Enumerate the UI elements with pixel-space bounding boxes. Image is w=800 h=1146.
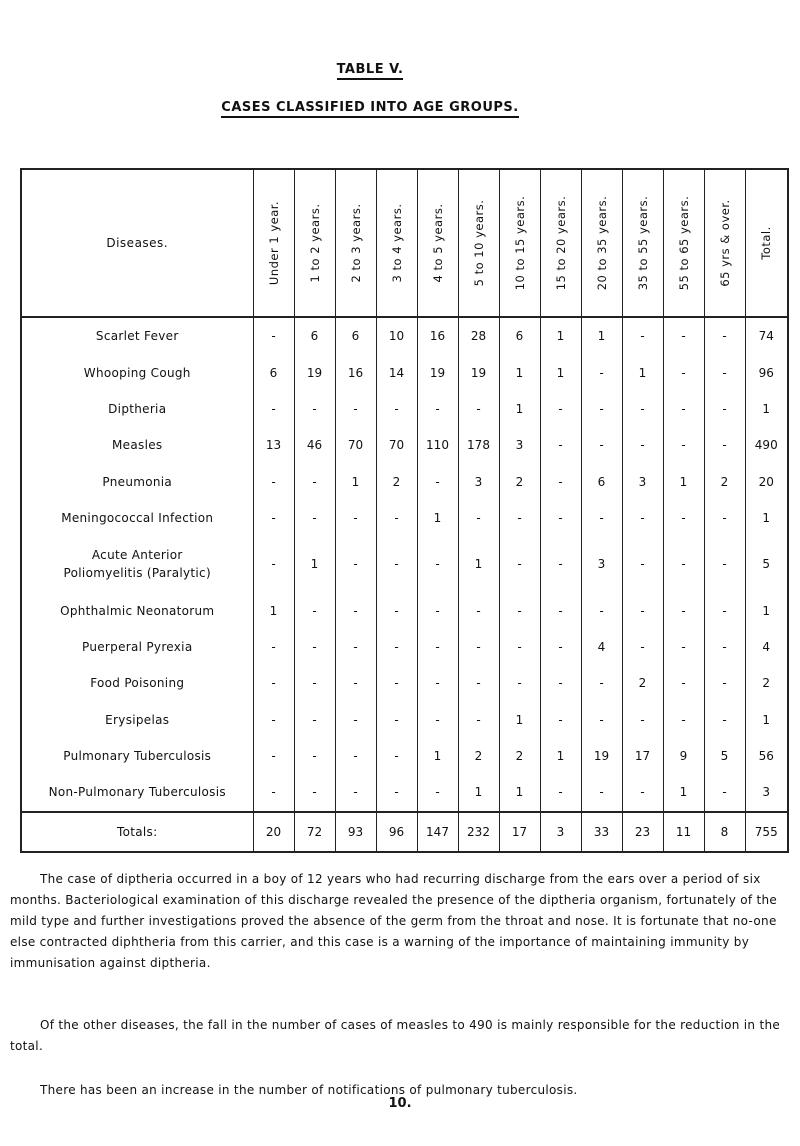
disease-name <box>21 464 253 500</box>
case-count-cell: - <box>253 665 294 701</box>
table-row <box>21 738 788 774</box>
case-count-cell: - <box>376 391 417 427</box>
table-row <box>21 629 788 665</box>
case-count-cell: - <box>335 665 376 701</box>
case-count-cell: - <box>540 427 581 463</box>
case-count-cell: - <box>417 774 458 811</box>
table-row <box>21 391 788 427</box>
disease-name-text: Whooping Cough <box>83 365 191 380</box>
age-header-label: 20 to 35 years. <box>594 195 609 291</box>
case-count-cell: 2 <box>622 665 663 701</box>
diseases-header: Diseases. <box>21 169 253 317</box>
total-cell: 232 <box>458 812 499 852</box>
page-number: 10. <box>388 1096 412 1111</box>
case-count-cell: 1 <box>663 464 704 500</box>
disease-name-text: Pneumonia <box>102 474 173 489</box>
case-count-cell: 178 <box>458 427 499 463</box>
case-count-cell: 2 <box>704 464 745 500</box>
total-cell: 8 <box>704 812 745 852</box>
age-header-label: 55 to 65 years. <box>676 195 691 291</box>
table-row <box>21 592 788 628</box>
case-count-cell: - <box>499 629 540 665</box>
age-header <box>294 169 335 317</box>
disease-name <box>21 774 253 811</box>
age-header-label: 5 to 10 years. <box>471 199 486 287</box>
disease-name-text: Food Poisoning <box>90 676 185 691</box>
case-count-cell: 28 <box>458 317 499 354</box>
case-count-cell: - <box>581 354 622 390</box>
disease-name <box>21 665 253 701</box>
case-count-cell: 1 <box>540 738 581 774</box>
case-count-cell: - <box>335 536 376 592</box>
case-count-cell: - <box>704 354 745 390</box>
age-header-label: 35 to 55 years. <box>635 195 650 291</box>
age-header-label: 2 to 3 years. <box>348 203 363 283</box>
case-count-cell: - <box>540 500 581 536</box>
paragraph-tuberculosis: There has been an increase in the number of notifications of pulmonary tuberculosis. <box>40 1083 578 1097</box>
total-cell: 96 <box>376 812 417 852</box>
case-count-cell: - <box>581 774 622 811</box>
table-subheading: CASES CLASSIFIED INTO AGE GROUPS. <box>0 100 740 115</box>
case-count-cell: - <box>253 464 294 500</box>
case-count-cell: - <box>376 738 417 774</box>
case-count-cell: 110 <box>417 427 458 463</box>
case-count-cell: - <box>335 702 376 738</box>
case-count-cell: - <box>253 500 294 536</box>
case-count-cell: 1 <box>458 774 499 811</box>
case-count-cell: 19 <box>294 354 335 390</box>
case-count-cell: - <box>335 738 376 774</box>
case-count-cell: - <box>458 391 499 427</box>
case-count-cell: 6 <box>499 317 540 354</box>
table-row <box>21 536 788 592</box>
case-count-cell: - <box>294 665 335 701</box>
table-row <box>21 354 788 390</box>
case-count-cell: 3 <box>581 536 622 592</box>
case-count-cell: - <box>294 464 335 500</box>
case-count-cell: - <box>704 536 745 592</box>
case-count-cell: - <box>253 536 294 592</box>
total-cell: 33 <box>581 812 622 852</box>
age-header <box>745 169 788 317</box>
case-count-cell: - <box>294 702 335 738</box>
case-count-cell: 4 <box>581 629 622 665</box>
case-count-cell: - <box>335 629 376 665</box>
total-cell: 3 <box>540 812 581 852</box>
case-count-cell: - <box>622 391 663 427</box>
case-count-cell: 6 <box>253 354 294 390</box>
case-count-cell: - <box>335 592 376 628</box>
case-count-cell: 1 <box>417 738 458 774</box>
total-cell: 72 <box>294 812 335 852</box>
case-count-cell: 1 <box>745 702 788 738</box>
disease-name-text: Ophthalmic Neonatorum <box>60 603 215 618</box>
case-count-cell: - <box>499 592 540 628</box>
case-count-cell: - <box>663 702 704 738</box>
case-count-cell: - <box>540 464 581 500</box>
case-count-cell: 1 <box>581 317 622 354</box>
disease-name-text: Acute Anterior <box>91 548 183 563</box>
case-count-cell: - <box>704 391 745 427</box>
case-count-cell: - <box>704 592 745 628</box>
case-count-cell: 2 <box>745 665 788 701</box>
case-count-cell: 1 <box>540 354 581 390</box>
case-count-cell: 46 <box>294 427 335 463</box>
disease-name <box>21 592 253 628</box>
table-header-row <box>21 169 788 317</box>
case-count-cell: - <box>294 500 335 536</box>
age-header-label: 10 to 15 years. <box>512 195 527 291</box>
age-header <box>704 169 745 317</box>
paragraph-other-diseases: Of the other diseases, the fall in the number of cases of measles to 490 is mainly responsible for the reduction in the total. <box>10 1018 781 1053</box>
case-count-cell: - <box>458 665 499 701</box>
case-count-cell: - <box>622 536 663 592</box>
case-count-cell: - <box>417 665 458 701</box>
case-count-cell: 6 <box>294 317 335 354</box>
disease-name <box>21 354 253 390</box>
case-count-cell: - <box>253 629 294 665</box>
disease-name-text-line2: Poliomyelitis (Paralytic) <box>63 566 211 581</box>
case-count-cell: - <box>581 592 622 628</box>
case-count-cell: 3 <box>458 464 499 500</box>
case-count-cell: - <box>499 665 540 701</box>
case-count-cell: - <box>663 592 704 628</box>
case-count-cell: - <box>663 391 704 427</box>
case-count-cell: 1 <box>458 536 499 592</box>
case-count-cell: - <box>663 317 704 354</box>
case-count-cell: - <box>704 774 745 811</box>
case-count-cell: - <box>294 629 335 665</box>
case-count-cell: 2 <box>376 464 417 500</box>
disease-name-text: Measles <box>112 438 163 453</box>
case-count-cell: 16 <box>417 317 458 354</box>
age-header <box>581 169 622 317</box>
case-count-cell: 3 <box>622 464 663 500</box>
age-header <box>376 169 417 317</box>
table-row <box>21 702 788 738</box>
table-row <box>21 665 788 701</box>
age-header-label: 4 to 5 years. <box>430 203 445 283</box>
case-count-cell: - <box>622 629 663 665</box>
case-count-cell: 14 <box>376 354 417 390</box>
disease-name <box>21 629 253 665</box>
case-count-cell: - <box>335 774 376 811</box>
case-count-cell: - <box>581 500 622 536</box>
age-header <box>253 169 294 317</box>
total-cell: 93 <box>335 812 376 852</box>
case-count-cell: - <box>458 500 499 536</box>
case-count-cell: - <box>704 427 745 463</box>
disease-name <box>21 500 253 536</box>
disease-name-text: Scarlet Fever <box>95 329 179 344</box>
case-count-cell: - <box>417 702 458 738</box>
case-count-cell: - <box>581 702 622 738</box>
case-count-cell: - <box>540 391 581 427</box>
case-count-cell: - <box>622 592 663 628</box>
case-count-cell: - <box>622 702 663 738</box>
case-count-cell: - <box>335 500 376 536</box>
case-count-cell: 4 <box>745 629 788 665</box>
case-count-cell: - <box>458 629 499 665</box>
age-header <box>335 169 376 317</box>
case-count-cell: 96 <box>745 354 788 390</box>
case-count-cell: - <box>376 774 417 811</box>
total-cell: 11 <box>663 812 704 852</box>
disease-name <box>21 427 253 463</box>
case-count-cell: - <box>294 774 335 811</box>
age-header <box>622 169 663 317</box>
case-count-cell: - <box>376 702 417 738</box>
case-count-cell: - <box>581 427 622 463</box>
age-header <box>499 169 540 317</box>
case-count-cell: - <box>253 391 294 427</box>
case-count-cell: - <box>417 391 458 427</box>
case-count-cell: - <box>376 500 417 536</box>
case-count-cell: 1 <box>663 774 704 811</box>
table-heading: TABLE V. <box>0 62 740 77</box>
disease-name <box>21 738 253 774</box>
case-count-cell: - <box>376 592 417 628</box>
case-count-cell: 2 <box>499 738 540 774</box>
case-count-cell: - <box>540 665 581 701</box>
total-cell: 755 <box>745 812 788 852</box>
disease-name-text: Puerperal Pyrexia <box>82 639 193 654</box>
age-header-label: Under 1 year. <box>266 200 281 286</box>
case-count-cell: - <box>663 536 704 592</box>
totals-label: Totals: <box>21 812 253 852</box>
table-row <box>21 774 788 811</box>
case-count-cell: 1 <box>745 592 788 628</box>
case-count-cell: - <box>294 738 335 774</box>
case-count-cell: - <box>376 665 417 701</box>
case-count-cell: 1 <box>499 354 540 390</box>
case-count-cell: - <box>540 774 581 811</box>
case-count-cell: 1 <box>253 592 294 628</box>
case-count-cell: 2 <box>458 738 499 774</box>
disease-name <box>21 317 253 354</box>
case-count-cell: - <box>458 592 499 628</box>
disease-name-text: Pulmonary Tuberculosis <box>63 749 212 764</box>
case-count-cell: - <box>663 427 704 463</box>
case-count-cell: 56 <box>745 738 788 774</box>
case-count-cell: - <box>294 391 335 427</box>
case-count-cell: 1 <box>745 391 788 427</box>
case-count-cell: - <box>499 500 540 536</box>
case-count-cell: 1 <box>417 500 458 536</box>
case-count-cell: 20 <box>745 464 788 500</box>
case-count-cell: 10 <box>376 317 417 354</box>
case-count-cell: - <box>540 592 581 628</box>
case-count-cell: 13 <box>253 427 294 463</box>
case-count-cell: 3 <box>499 427 540 463</box>
case-count-cell: 1 <box>499 702 540 738</box>
case-count-cell: - <box>704 500 745 536</box>
case-count-cell: 1 <box>745 500 788 536</box>
total-cell: 23 <box>622 812 663 852</box>
paragraph-diptheria: The case of diptheria occurred in a boy of 12 years who had recurring discharge from the ears over a period of six months. Bacteriological examination of this discharge revealed the presence of the diptheria organism, fortunately of the mild type and further investigations proved the absence of the germ from the throat and nose. It is fortunate that no-one else contracted diphtheria from this carrier, and this case is a warning of the importance of maintaining immunity by immunisation against diptheria. <box>10 872 778 970</box>
case-count-cell: - <box>253 738 294 774</box>
case-count-cell: - <box>376 629 417 665</box>
age-header <box>540 169 581 317</box>
case-count-cell: - <box>622 500 663 536</box>
case-count-cell: 1 <box>622 354 663 390</box>
age-header <box>663 169 704 317</box>
case-count-cell: - <box>704 317 745 354</box>
totals-row <box>21 812 788 852</box>
case-count-cell: 3 <box>745 774 788 811</box>
case-count-cell: - <box>417 464 458 500</box>
case-count-cell: 5 <box>745 536 788 592</box>
table-row <box>21 464 788 500</box>
case-count-cell: 1 <box>499 391 540 427</box>
case-count-cell: - <box>458 702 499 738</box>
case-count-cell: - <box>253 317 294 354</box>
case-count-cell: 1 <box>540 317 581 354</box>
total-cell: 20 <box>253 812 294 852</box>
case-count-cell: 1 <box>335 464 376 500</box>
case-count-cell: 490 <box>745 427 788 463</box>
case-count-cell: 74 <box>745 317 788 354</box>
case-count-cell: - <box>663 665 704 701</box>
case-count-cell: 9 <box>663 738 704 774</box>
age-header-label: 65 yrs & over. <box>717 199 732 287</box>
table-row <box>21 500 788 536</box>
table-row <box>21 427 788 463</box>
case-count-cell: 1 <box>499 774 540 811</box>
case-count-cell: 70 <box>376 427 417 463</box>
case-count-cell: 2 <box>499 464 540 500</box>
case-count-cell: 19 <box>581 738 622 774</box>
case-count-cell: - <box>622 427 663 463</box>
case-count-cell: - <box>540 536 581 592</box>
table-row <box>21 317 788 354</box>
age-header-label: Total. <box>759 226 774 260</box>
disease-name <box>21 702 253 738</box>
case-count-cell: - <box>417 629 458 665</box>
age-group-table <box>20 168 789 853</box>
disease-name-text: Diptheria <box>108 401 167 416</box>
age-header <box>458 169 499 317</box>
case-count-cell: 6 <box>581 464 622 500</box>
age-header-label: 1 to 2 years. <box>307 203 322 283</box>
total-cell: 147 <box>417 812 458 852</box>
case-count-cell: - <box>417 592 458 628</box>
case-count-cell: 70 <box>335 427 376 463</box>
case-count-cell: 1 <box>294 536 335 592</box>
case-count-cell: - <box>253 702 294 738</box>
case-count-cell: - <box>376 536 417 592</box>
case-count-cell: 17 <box>622 738 663 774</box>
case-count-cell: - <box>663 500 704 536</box>
age-header <box>417 169 458 317</box>
disease-name-text: Meningococcal Infection <box>61 511 214 526</box>
disease-name-text: Non-Pulmonary Tuberculosis <box>48 785 226 800</box>
case-count-cell: - <box>704 665 745 701</box>
case-count-cell: 16 <box>335 354 376 390</box>
case-count-cell: 19 <box>458 354 499 390</box>
case-count-cell: - <box>294 592 335 628</box>
case-count-cell: 6 <box>335 317 376 354</box>
case-count-cell: - <box>335 391 376 427</box>
case-count-cell: - <box>581 665 622 701</box>
age-header-label: 15 to 20 years. <box>553 195 568 291</box>
case-count-cell: - <box>581 391 622 427</box>
case-count-cell: - <box>499 536 540 592</box>
case-count-cell: - <box>253 774 294 811</box>
case-count-cell: - <box>704 702 745 738</box>
disease-name <box>21 391 253 427</box>
case-count-cell: - <box>622 317 663 354</box>
case-count-cell: 19 <box>417 354 458 390</box>
total-cell: 17 <box>499 812 540 852</box>
case-count-cell: - <box>540 629 581 665</box>
case-count-cell: - <box>417 536 458 592</box>
case-count-cell: - <box>704 629 745 665</box>
case-count-cell: 5 <box>704 738 745 774</box>
age-header-label: 3 to 4 years. <box>389 203 404 283</box>
case-count-cell: - <box>663 354 704 390</box>
disease-name-text: Erysipelas <box>105 712 170 727</box>
case-count-cell: - <box>663 629 704 665</box>
case-count-cell: - <box>540 702 581 738</box>
case-count-cell: - <box>622 774 663 811</box>
disease-name <box>21 536 253 592</box>
